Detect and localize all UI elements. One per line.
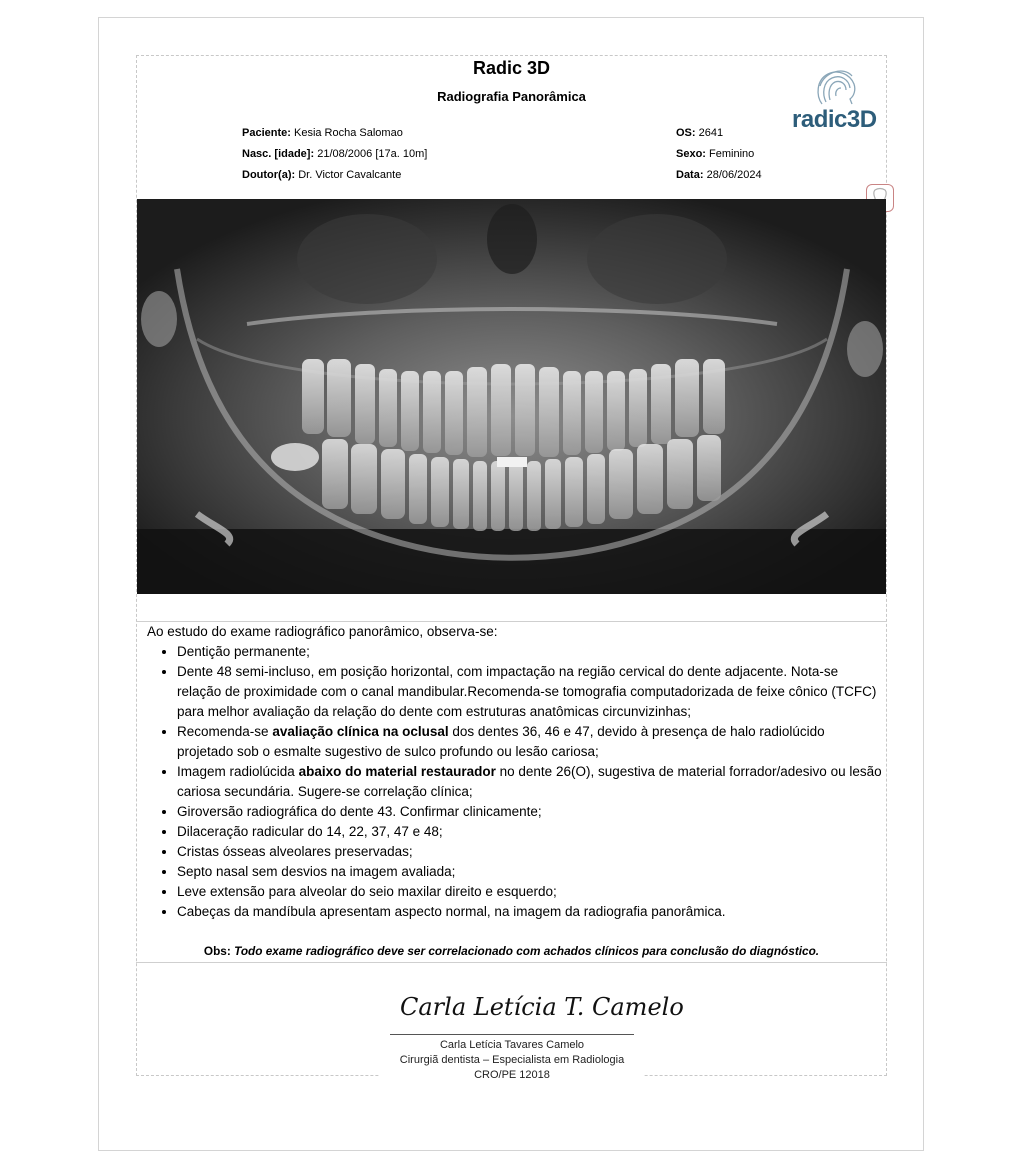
finding-text: Recomenda-se bbox=[177, 724, 273, 739]
birth-row bbox=[242, 148, 427, 160]
radic3d-logo bbox=[792, 66, 890, 132]
report-intro: Ao estudo do exame radiográfico panorâmico, observa-se: bbox=[147, 624, 498, 639]
logo-text: radic3D bbox=[792, 106, 877, 133]
finding-text-rest: no dente 26(O), sugestiva de material forrador/adesivo ou lesão cariosa secundária. Sugere-se correlação clínica; bbox=[177, 764, 882, 799]
finding-emphasis: avaliação clínica na oclusal bbox=[272, 724, 449, 739]
finding-text: Cabeças da mandíbula apresentam aspecto normal, na imagem da radiografia panorâmica. bbox=[177, 904, 726, 919]
doctor-label: Doutor(a): bbox=[242, 169, 296, 181]
skull-logo-icon bbox=[792, 66, 890, 110]
signer-name: Carla Letícia Tavares Camelo bbox=[439, 1039, 585, 1051]
finding-text: Dentição permanente; bbox=[177, 644, 310, 659]
panoramic-xray-image bbox=[137, 199, 886, 594]
signer-role: Cirurgiã dentista – Especialista em Radiologia bbox=[399, 1054, 625, 1066]
report-title: Radic 3D bbox=[472, 58, 551, 78]
finding-emphasis: abaixo do material restaurador bbox=[298, 764, 496, 779]
finding-item bbox=[177, 842, 882, 862]
os-label: OS: bbox=[676, 127, 696, 139]
finding-text: Cristas ósseas alveolares preservadas; bbox=[177, 844, 413, 859]
finding-text: Septo nasal sem desvios na imagem avaliada; bbox=[177, 864, 456, 879]
report-subtitle: Radiografia Panorâmica bbox=[437, 89, 586, 104]
finding-text: Giroversão radiográfica do dente 43. Confirmar clinicamente; bbox=[177, 804, 542, 819]
observation-note bbox=[136, 944, 887, 958]
finding-text: Imagem radiolúcida bbox=[177, 764, 299, 779]
os-row bbox=[676, 127, 723, 139]
date-label: Data: bbox=[676, 169, 704, 181]
finding-item bbox=[177, 902, 882, 922]
finding-item bbox=[177, 662, 882, 722]
sex-value: Feminino bbox=[709, 148, 755, 160]
sex-label: Sexo: bbox=[676, 148, 706, 160]
finding-text: Dilaceração radicular do 14, 22, 37, 47 e 48; bbox=[177, 824, 443, 839]
obs-text: Todo exame radiográfico deve ser correlacionado com achados clínicos para conclusão do diagnóstico. bbox=[234, 944, 820, 958]
patient-name-label: Paciente: bbox=[242, 127, 291, 139]
signer-cro: CRO/PE 12018 bbox=[474, 1069, 550, 1081]
finding-item bbox=[177, 722, 882, 762]
finding-item bbox=[177, 882, 882, 902]
signature-line bbox=[390, 1034, 634, 1035]
finding-item bbox=[177, 802, 882, 822]
obs-label: Obs: bbox=[203, 944, 231, 958]
finding-item bbox=[177, 762, 882, 802]
findings-list bbox=[147, 642, 882, 922]
finding-text: Dente 48 semi-incluso, em posição horizontal, com impactação na região cervical do dente adjacente. Nota-se relação de proximidade com o canal mandibular.Recomenda-se tomografia computadorizada de feixe cônico (TCFC) para melhor avaliação da relação do dente com estruturas anatômicas circunvizinhas; bbox=[177, 664, 877, 719]
finding-item bbox=[177, 642, 882, 662]
doctor-value: Dr. Victor Cavalcante bbox=[298, 169, 402, 181]
finding-text: Leve extensão para alveolar do seio maxilar direito e esquerdo; bbox=[177, 884, 557, 899]
finding-item bbox=[177, 862, 882, 882]
sex-row bbox=[676, 148, 754, 160]
signature-block bbox=[380, 1038, 644, 1089]
finding-text-rest: dos dentes 36, 46 e 47, devido à presença de halo radiolúcido projetado sob o esmalte sugestivo de sulco profundo ou lesão cariosa; bbox=[177, 724, 825, 759]
os-value: 2641 bbox=[698, 127, 724, 139]
date-row bbox=[676, 169, 762, 181]
patient-name-row bbox=[242, 127, 403, 139]
divider-bottom bbox=[136, 962, 887, 963]
signature-script: Carla Letícia T. Camelo bbox=[400, 993, 684, 1021]
date-value: 28/06/2024 bbox=[706, 169, 762, 181]
doctor-row bbox=[242, 169, 401, 181]
birth-label: Nasc. [idade]: bbox=[242, 148, 315, 160]
finding-item bbox=[177, 822, 882, 842]
birth-value: 21/08/2006 [17a. 10m] bbox=[317, 148, 428, 160]
handwritten-signature bbox=[392, 985, 684, 1027]
patient-name: Kesia Rocha Salomao bbox=[293, 127, 403, 139]
report-body bbox=[147, 622, 882, 922]
